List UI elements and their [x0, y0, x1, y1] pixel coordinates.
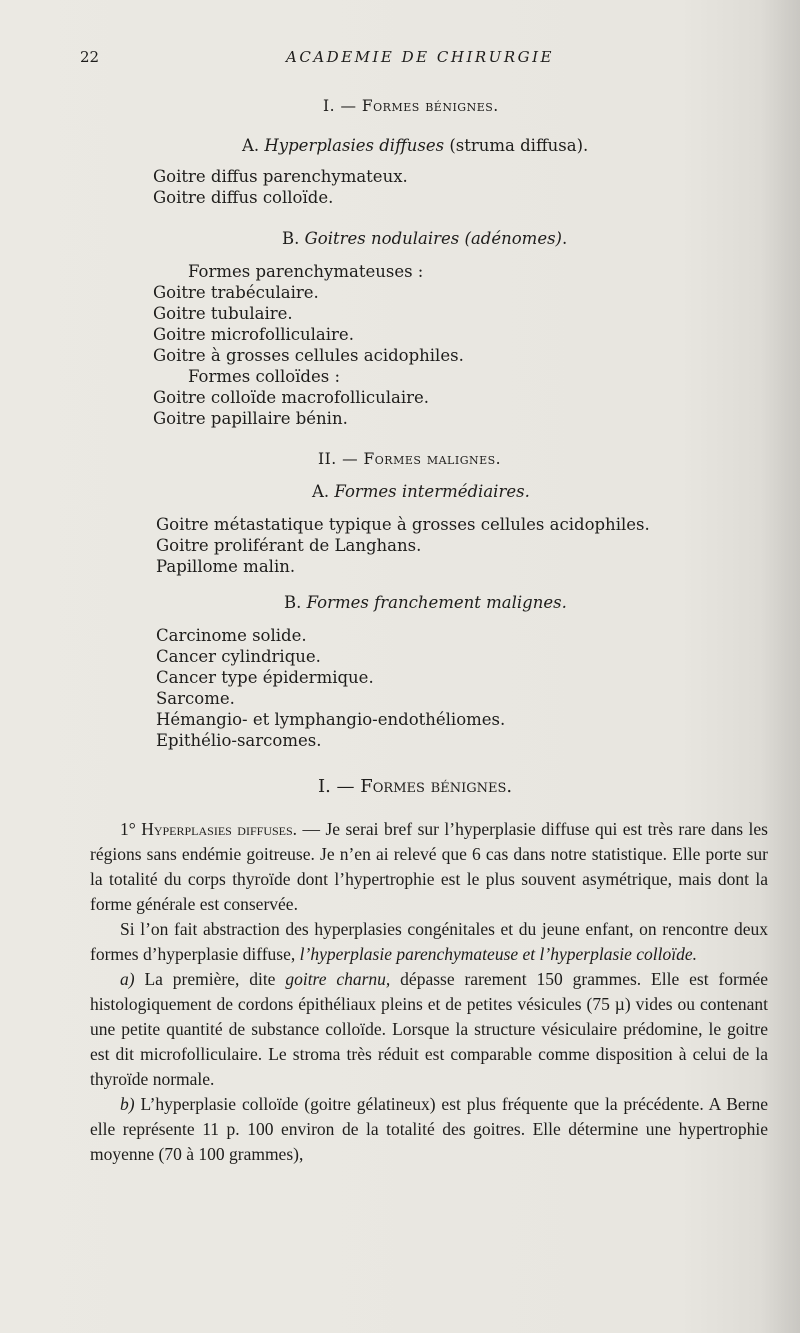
list-item: Hémangio- et lymphangio-endothéliomes. [156, 710, 506, 729]
section-heading-formes-benignes: I. — Formes bénignes. [318, 776, 513, 797]
heading-formes-benignes: I. — Formes bénignes. [323, 97, 499, 115]
list-item: Goitre diffus colloïde. [153, 188, 334, 207]
list-item: Goitre microfolliculaire. [153, 325, 354, 344]
list-item: Goitre papillaire bénin. [153, 409, 348, 428]
heading-formes-franchement-malignes: B. Formes franchement malignes. [284, 593, 567, 612]
list-item: Goitre colloïde macrofolliculaire. [153, 388, 430, 407]
heading-hyperplasies-diffuses: A. Hyperplasies diffuses (struma diffusa). [242, 136, 589, 155]
list-item: Carcinome solide. [156, 626, 307, 645]
paragraph: b) L’hyperplasie colloïde (goitre gélatineux) est plus fréquente que la précédente. A Berne elle représente 11 p. 100 environ de la totalité des goitres. Elle détermine une hypertrophie moyenne (70 à 100 grammes), [90, 1094, 768, 1164]
paragraph: Si l’on fait abstraction des hyperplasies congénitales et du jeune enfant, on rencontre deux formes d’hyperplasie diffuse, l’hyperplasie parenchymateuse et l’hyperplasie colloïde. [90, 919, 768, 964]
page-number: 22 [80, 48, 100, 66]
list-item: Cancer cylindrique. [156, 647, 321, 666]
subheading-colloides: Formes colloïdes : [188, 367, 341, 386]
heading-goitres-nodulaires: B. Goitres nodulaires (adénomes). [282, 229, 568, 248]
list-item: Cancer type épidermique. [156, 668, 374, 687]
list-item: Goitre trabéculaire. [153, 283, 319, 302]
paragraph: a) La première, dite goitre charnu, dépasse rarement 150 grammes. Elle est formée histologiquement de cordons épithéliaux pleins et de petites vésicules (75 µ) vides ou contenant une petite quantité de substance colloïde. Lorsque la structure vésiculaire prédomine, le goitre est dit microfolliculaire. Le stroma très réduit est comparable comme disposition à celui de la thyroïde normale. [90, 969, 768, 1089]
list-item: Goitre diffus parenchymateux. [153, 167, 408, 186]
list-item: Goitre tubulaire. [153, 304, 293, 323]
heading-formes-intermediaires: A. Formes intermédiaires. [312, 482, 530, 501]
list-item: Sarcome. [156, 689, 235, 708]
list-item: Goitre métastatique typique à grosses cellules acidophiles. [156, 515, 650, 534]
list-item: Epithélio-sarcomes. [156, 731, 322, 750]
list-item: Goitre à grosses cellules acidophiles. [153, 346, 464, 365]
running-title: ACADEMIE DE CHIRURGIE [286, 48, 554, 66]
subheading-parenchymateuses: Formes parenchymateuses : [188, 262, 424, 281]
paragraph: 1° Hyperplasies diffuses. — Je serai bref sur l’hyperplasie diffuse qui est très rare dans les régions sans endémie goitreuse. Je n’en ai relevé que 6 cas dans notre statistique. Elle porte sur la totalité du corps thyroïde dont l’hypertrophie est le plus souvent asymétrique, mais dont la forme générale est conservée. [90, 819, 768, 914]
body-text [90, 817, 768, 1167]
page-header [0, 48, 800, 72]
heading-formes-malignes: II. — Formes malignes. [318, 450, 502, 468]
list-item: Goitre proliférant de Langhans. [156, 536, 422, 555]
list-item: Papillome malin. [156, 557, 296, 576]
